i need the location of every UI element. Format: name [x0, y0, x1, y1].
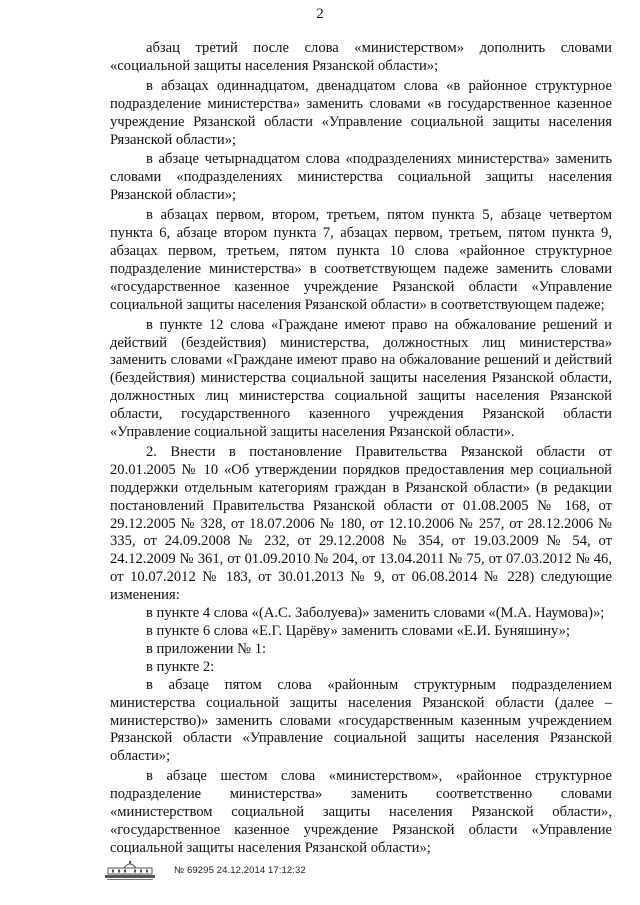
paragraph: в пункте 12 слова «Граждане имеют право на обжалование решений и действий (бездействия) министерства, должностных лиц министерства» заменить словами «Граждане имеют право на обжалование решений и действий (бездействия) министерства социальной защиты населения Рязанской области, должностных лиц министерства социальной защиты населения Рязанской области, государственного казенного учреждения Рязанской области «Управление социальной защиты населения Рязанской области».: [110, 316, 612, 441]
paragraph: абзац третий после слова «министерством» дополнить словами «социальной защиты населения Рязанской области»;: [110, 40, 612, 74]
paragraph: 2. Внести в постановление Правительства Рязанской области от 20.01.2005 № 10 «Об утверждении порядков предоставления мер социальной поддержки отдельным категориям граждан в Рязанской области» (в редакции постановлений Правительства Рязанской области от 01.08.2005 № 168, от 29.12.2005 № 328, от 18.07.2006 № 180, от 12.10.2006 № 257, от 28.12.2006 № 335, от 24.09.2008 № 232, от 29.12.2008 № 354, от 19.03.2009 № 54, от 24.12.2009 № 361, от 01.09.2010 № 204, от 13.04.2011 № 75, от 07.03.2012 № 46, от 10.07.2012 № 183, от 30.01.2013 № 9, от 06.08.2014 № 228) следующие изменения:: [110, 443, 612, 604]
paragraph: в абзаце шестом слова «министерством», «районное структурное подразделение министерства» заменить соответственно словами «министерством социальной защиты населения Рязанской области», «государственное казенное учреждение Рязанской области «Управление социальной защиты населения Рязанской области»;: [110, 768, 612, 856]
paragraph: в пункте 2:: [146, 658, 215, 675]
paragraph: в абзаце четырнадцатом слова «подразделениях министерства» заменить словами «подразделениях министерства социальной защиты населения Рязанской области»;: [110, 151, 612, 204]
paragraph: в абзацах одиннадцатом, двенадцатом слова «в районное структурное подразделение министерства» заменить словами «в государственное казенное учреждение Рязанской области «Управление социальной защиты населения Рязанской области»;: [110, 77, 612, 148]
document-footer: [104, 858, 306, 882]
document-body: [110, 40, 612, 860]
paragraph: в приложении № 1:: [146, 640, 267, 657]
registration-number: № 69295 24.12.2014 17:12:32: [174, 864, 306, 876]
paragraph: в пункте 6 слова «Е.Г. Царёву» заменить словами «Е.И. Буняшину»;: [146, 623, 571, 639]
document-registry-stamp-icon: [104, 859, 156, 881]
paragraph: в абзаце пятом слова «районным структурным подразделением министерства социальной защиты населения Рязанской области (далее – министерство)» заменить словами «государственным казенным учреждением Рязанской области «Управление социальной защиты населения Рязанской области»;: [110, 676, 612, 765]
page-number: 2: [316, 6, 324, 22]
paragraph: в пункте 4 слова «(А.С. Заболуева)» заменить словами «(М.А. Наумова)»;: [146, 605, 605, 622]
paragraph: в абзацах первом, втором, третьем, пятом пункта 5, абзаце четвертом пункта 6, абзаце втором пункта 7, абзацах первом, третьем, пятом пункта 9, абзацах первом, третьем, пятом пункта 10 слова «районное структурное подразделение министерства» в соответствующем падеже заменить словами «государственное казенное учреждение Рязанской области «Управление социальной защиты населения Рязанской области» в соответствующем падеже;: [110, 207, 612, 313]
